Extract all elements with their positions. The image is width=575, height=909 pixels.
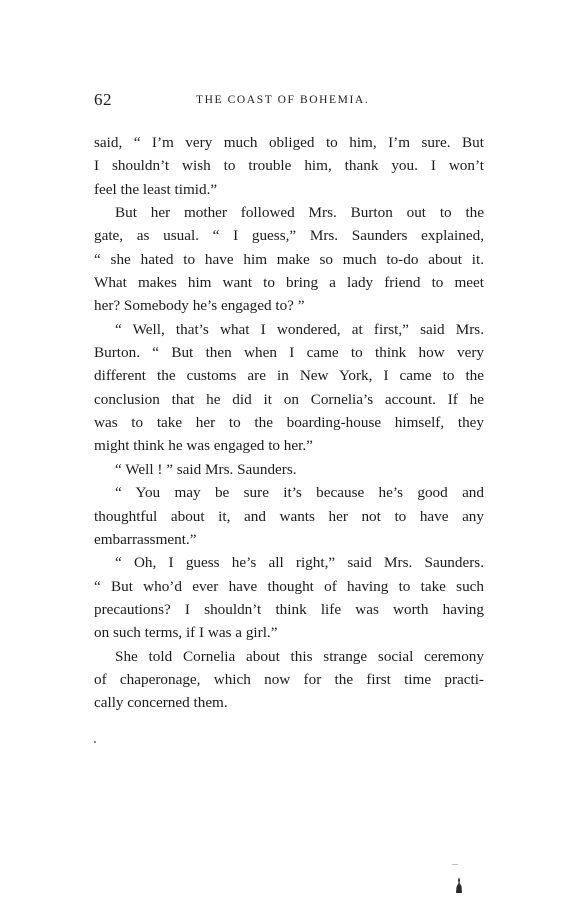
text-line: feel the least timid.” (94, 180, 218, 198)
text-line: I shouldn’t wish to trouble him, thank you. I won’t (94, 157, 484, 175)
page-number: 62 (94, 90, 112, 109)
text-line: thoughtful about it, and wants her not to have any (94, 507, 484, 525)
text-line: on such terms, if I was a girl.” (94, 624, 278, 642)
running-title: THE COAST OF BOHEMIA. (196, 94, 370, 106)
text-line: Burton. “ But then when I came to think how very (94, 344, 484, 362)
scan-blot (456, 877, 462, 893)
text-line: “ Well, that’s what I wondered, at first,” said Mrs. (115, 320, 484, 338)
body-text (94, 131, 484, 715)
text-line: “ Oh, I guess he’s all right,” said Mrs. Saunders. (115, 554, 484, 572)
text-line: said, “ I’m very much obliged to him, I’m sure. But (94, 134, 484, 151)
text-line: “ she hated to have him make so much to-do about it. (94, 250, 484, 268)
text-line: conclusion that he did it on Cornelia’s account. If he (94, 390, 484, 408)
text-line: “ You may be sure it’s because he’s good and (115, 484, 484, 502)
text-line: What makes him want to bring a lady friend to meet (94, 274, 484, 292)
text-line: But her mother followed Mrs. Burton out to the (115, 204, 484, 222)
scan-speck (94, 741, 96, 743)
text-line: “ Well ! ” said Mrs. Saunders. (115, 460, 297, 478)
text-line: “ But who’d ever have thought of having to take such (94, 577, 484, 595)
scan-speck (452, 864, 458, 865)
text-line: of chaperonage, which now for the first time practi- (94, 670, 484, 688)
text-line: might think he was engaged to her.” (94, 437, 313, 455)
text-line: her? Somebody he’s engaged to? ” (94, 297, 305, 315)
text-line: gate, as usual. “ I guess,” Mrs. Saunders explained, (94, 227, 484, 245)
text-line: embarrassment.” (94, 530, 197, 548)
text-line: She told Cornelia about this strange social ceremony (115, 647, 484, 665)
text-line: different the customs are in New York, I came to the (94, 367, 484, 385)
page-header (94, 90, 486, 112)
text-line: cally concerned them. (94, 694, 228, 712)
text-line: was to take her to the boarding-house himself, they (94, 414, 484, 432)
text-line: precautions? I shouldn’t think life was worth having (94, 600, 484, 618)
